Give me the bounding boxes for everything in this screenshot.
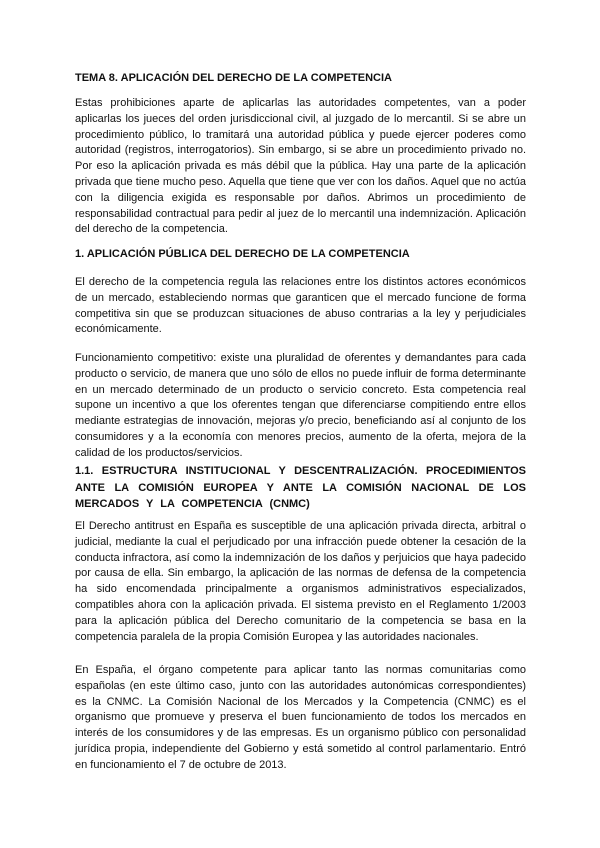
section-1-paragraph-2: Funcionamiento competitivo: existe una pluralidad de oferentes y demandantes para cada producto o servicio, de manera que uno sólo de ellos no puede influir de forma determinante en un mercado determinado de un producto o servicio concreto. Esta competencia real supone un incentivo a que los oferentes tengan que diferenciarse compitiendo entre ellos mediante estrategias de innovación, mejoras y/o precio, beneficiando así al conjunto de los consumidores y a la economía con menores precios, aumento de la oferta, mejora de la calidad de los productos/servicios.: [75, 352, 526, 459]
section-1-1-paragraph-1: El Derecho antitrust en España es susceptible de una aplicación privada directa, arbitral o judicial, mediante la cual el perjudicado por una infracción puede obtener la cesación de la conducta infractora, así como la indemnización de los daños y perjuicios que haya padecido por causa de ella. Sin embargo, la aplicación de las normas de defensa de la competencia ha sido encomendada principalmente a organismos administrativos especializados, compatibles ahora con la aplicación privada. El sistema previsto en el Reglamento 1/2003 para la aplicación pública del Derecho comunitario de la competencia se basa en la competencia paralela de la propia Comisión Europea y las autoridades nacionales.: [75, 520, 526, 643]
section-1-heading: 1. APLICACIÓN PÚBLICA DEL DERECHO DE LA COMPETENCIA: [75, 248, 410, 260]
section-1-1-heading: 1.1. ESTRUCTURA INSTITUCIONAL Y DESCENTRALIZACIÓN. PROCEDIMIENTOS ANTE LA COMISIÓN EUROPEA Y ANTE LA COMISIÓN NACIONAL DE LOS MERCADOS Y LA COMPETENCIA (CNMC): [75, 465, 526, 510]
section-1-paragraph-1: El derecho de la competencia regula las relaciones entre los distintos actores económicos de un mercado, estableciendo normas que garanticen que el mercado funcione de forma competitiva sin que se produzcan situaciones de abuso contrarias a la ley y perjudiciales económicamente.: [75, 276, 526, 336]
intro-paragraph: Estas prohibiciones aparte de aplicarlas las autoridades competentes, van a poder aplicarlas los jueces del orden jurisdiccional civil, al juzgado de lo mercantil. Si se abre un procedimiento público, lo tramitará una autoridad pública y puede ejercer poderes como autoridad (registros, interrogatorios). Sin embargo, si se abre un procedimiento privado no. Por eso la aplicación privada es más débil que la pública. Hay una parte de la aplicación privada que tiene mucho peso. Aquella que tiene que ver con los daños. Aquel que no actúa con la diligencia exigida es responsable por daños. Abrimos un procedimiento de responsabilidad contractual para pedir al juez de lo mercantil una indemnización. Aplicación del derecho de la competencia.: [75, 97, 526, 236]
document-title: TEMA 8. APLICACIÓN DEL DERECHO DE LA COMPETENCIA: [75, 72, 392, 84]
section-1-1-paragraph-2: En España, el órgano competente para aplicar tanto las normas comunitarias como españolas (en este último caso, junto con las autoridades autonómicas correspondientes) es la CNMC. La Comisión Nacional de los Mercados y la Competencia (CNMC) es el organismo que promueve y preserva el buen funcionamiento de todos los mercados en interés de los consumidores y de las empresas. Es un organismo público con personalidad jurídica propia, independiente del Gobierno y está sometido al control parlamentario. Entró en funcionamiento el 7 de octubre de 2013.: [75, 664, 526, 771]
